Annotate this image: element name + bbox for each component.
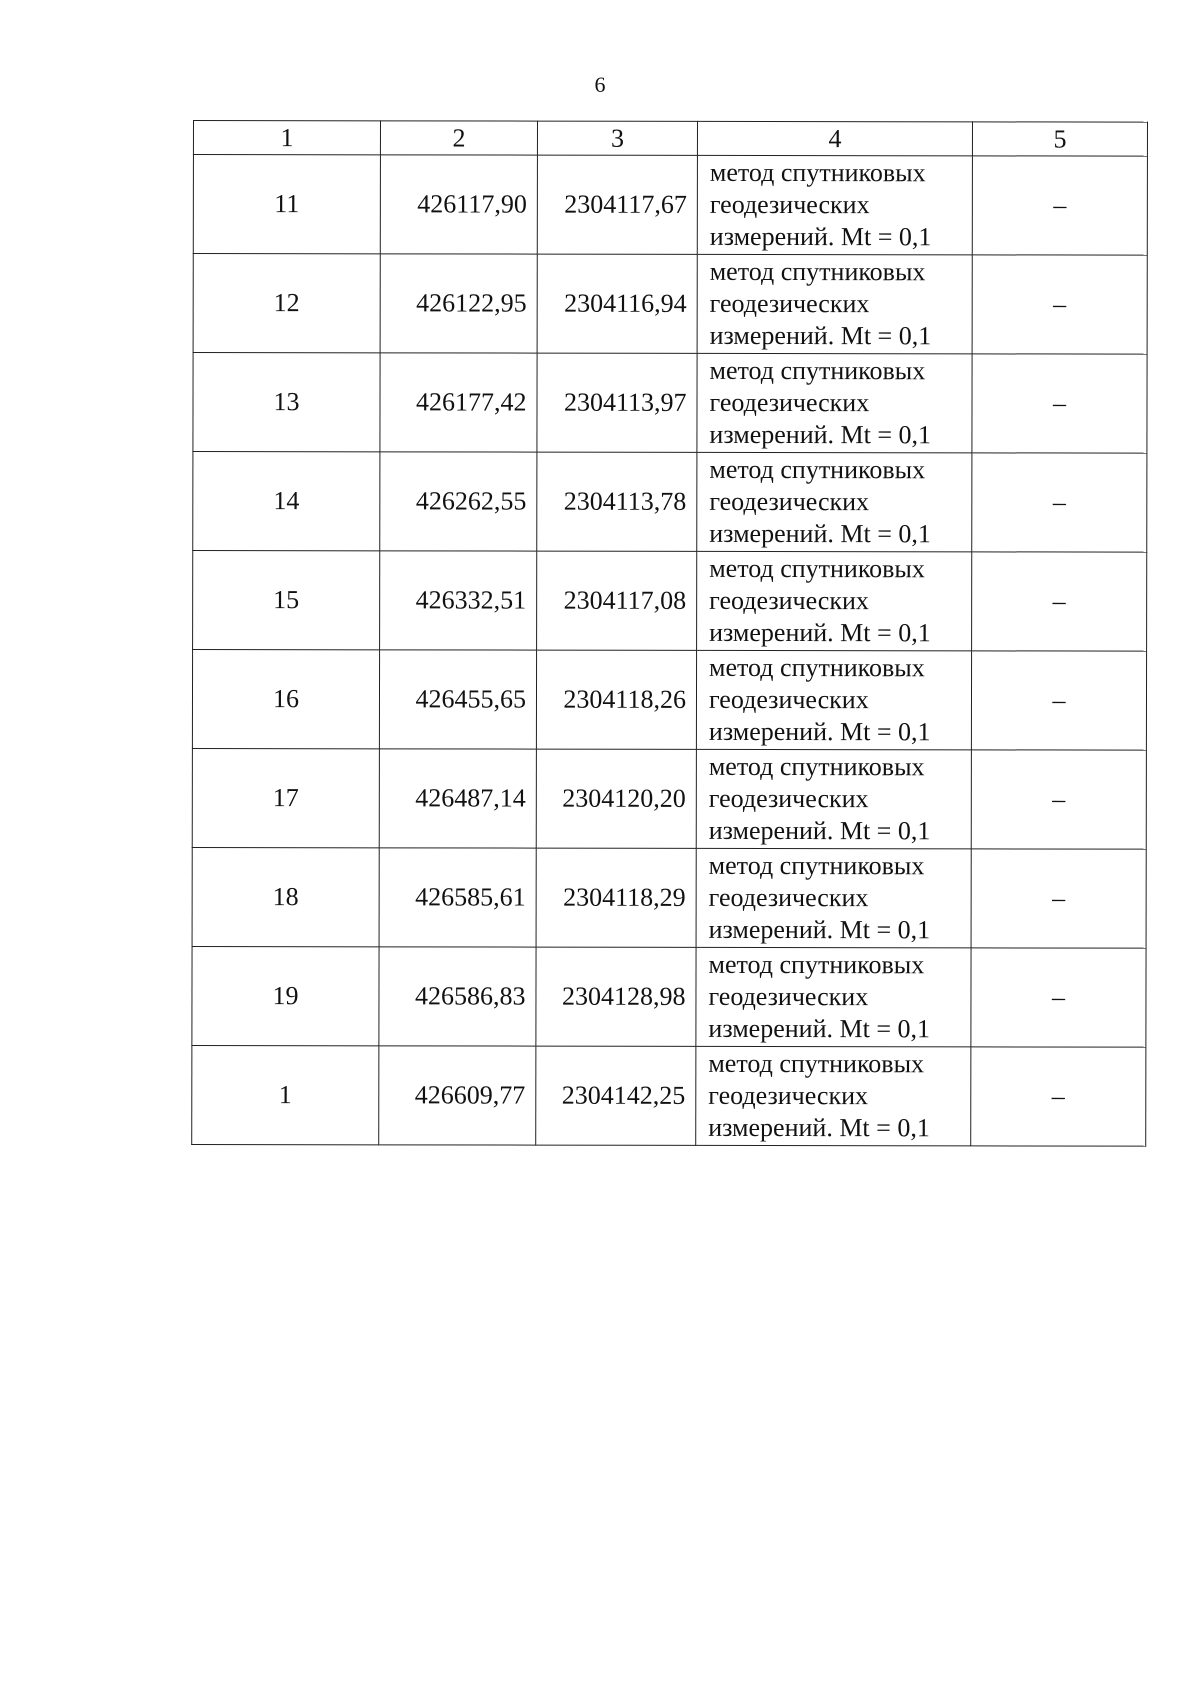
table-row xyxy=(193,254,1147,355)
point-number: 16 xyxy=(192,650,379,749)
point-number: 19 xyxy=(192,946,379,1045)
method-line: измерений. Mt = 0,1 xyxy=(709,419,932,450)
coordinate-x: 426332,51 xyxy=(380,551,537,650)
coordinate-x: 426117,90 xyxy=(380,155,537,254)
coordinate-y: 2304142,25 xyxy=(536,1046,696,1145)
method-line: измерений. Mt = 0,1 xyxy=(708,914,931,945)
note: – xyxy=(971,651,1146,750)
table-row xyxy=(193,551,1147,652)
coordinate-y: 2304117,67 xyxy=(537,155,697,254)
coordinate-y: 2304120,20 xyxy=(536,749,696,848)
point-number: 18 xyxy=(192,847,379,946)
point-number: 13 xyxy=(193,353,380,452)
note: – xyxy=(971,849,1146,948)
method-line: измерений. Mt = 0,1 xyxy=(708,716,931,747)
method-line: метод спутниковых xyxy=(709,454,926,485)
note: – xyxy=(971,1047,1146,1146)
method-line: метод спутниковых xyxy=(709,355,926,386)
method-description xyxy=(696,1046,971,1145)
note: – xyxy=(971,948,1146,1047)
note: – xyxy=(972,156,1147,255)
note: – xyxy=(972,552,1147,651)
method-line: геодезических xyxy=(708,684,869,715)
header-cell-4: 4 xyxy=(697,121,972,155)
point-number: 17 xyxy=(192,748,379,847)
coordinate-y: 2304117,08 xyxy=(537,551,697,650)
method-line: геодезических xyxy=(709,585,869,616)
method-description xyxy=(696,848,971,947)
method-description xyxy=(697,551,972,650)
method-description xyxy=(696,650,971,749)
coordinate-y: 2304116,94 xyxy=(537,254,697,353)
header-cell-5: 5 xyxy=(972,122,1147,156)
point-number: 11 xyxy=(193,155,380,254)
header-cell-3: 3 xyxy=(537,121,697,155)
method-description xyxy=(697,452,972,551)
coordinate-x: 426586,83 xyxy=(379,947,536,1046)
method-line: измерений. Mt = 0,1 xyxy=(709,320,932,351)
method-line: измерений. Mt = 0,1 xyxy=(708,1013,931,1044)
point-number: 15 xyxy=(193,551,380,650)
coordinate-x: 426262,55 xyxy=(380,452,537,551)
coordinate-y: 2304128,98 xyxy=(536,947,696,1046)
table-row xyxy=(192,847,1146,948)
method-description xyxy=(696,749,971,848)
method-description xyxy=(697,155,972,254)
method-line: геодезических xyxy=(708,882,869,913)
method-line: метод спутниковых xyxy=(709,553,925,584)
method-line: измерений. Mt = 0,1 xyxy=(708,815,931,846)
table-row xyxy=(193,155,1147,256)
point-number: 1 xyxy=(192,1045,379,1144)
method-line: геодезических xyxy=(709,387,870,418)
note: – xyxy=(972,453,1147,552)
method-line: измерений. Mt = 0,1 xyxy=(709,221,932,252)
method-description xyxy=(697,353,972,452)
note: – xyxy=(972,255,1147,354)
coordinate-x: 426455,65 xyxy=(379,650,536,749)
page-number: 6 xyxy=(594,72,606,97)
table-row xyxy=(192,1045,1146,1146)
method-line: метод спутниковых xyxy=(708,850,925,881)
note: – xyxy=(971,750,1146,849)
method-line: геодезических xyxy=(708,783,869,814)
table-row xyxy=(192,748,1146,849)
table-row xyxy=(192,650,1146,751)
method-line: геодезических xyxy=(709,486,870,517)
method-line: геодезических xyxy=(708,1080,869,1111)
coordinate-y: 2304118,26 xyxy=(536,650,696,749)
method-line: геодезических xyxy=(709,189,870,220)
coordinate-y: 2304113,97 xyxy=(537,353,697,452)
method-description xyxy=(697,254,972,353)
method-line: измерений. Mt = 0,1 xyxy=(708,1112,930,1143)
point-number: 12 xyxy=(193,254,380,353)
table-row xyxy=(192,946,1146,1047)
method-line: метод спутниковых xyxy=(709,652,925,683)
method-line: метод спутниковых xyxy=(708,949,925,980)
coordinate-x: 426609,77 xyxy=(379,1046,536,1145)
method-line: метод спутниковых xyxy=(708,1048,925,1079)
table-header xyxy=(193,121,1147,157)
header-cell-1: 1 xyxy=(193,121,380,155)
table-header-row xyxy=(193,121,1147,157)
coordinates-table xyxy=(191,120,1148,1147)
method-line: измерений. Mt = 0,1 xyxy=(709,617,931,648)
coordinate-x: 426487,14 xyxy=(379,749,536,848)
table-row xyxy=(193,353,1147,454)
coordinate-y: 2304118,29 xyxy=(536,848,696,947)
table-body xyxy=(192,155,1148,1147)
coordinate-x: 426122,95 xyxy=(380,254,537,353)
coordinate-y: 2304113,78 xyxy=(537,452,697,551)
header-cell-2: 2 xyxy=(380,121,537,155)
method-line: метод спутниковых xyxy=(709,157,926,188)
method-line: метод спутниковых xyxy=(708,751,925,782)
note: – xyxy=(972,354,1147,453)
table-row xyxy=(193,452,1147,553)
coordinate-x: 426585,61 xyxy=(379,848,536,947)
method-description xyxy=(696,947,971,1046)
method-line: геодезических xyxy=(708,981,869,1012)
coordinate-x: 426177,42 xyxy=(380,353,537,452)
method-line: геодезических xyxy=(709,288,870,319)
method-line: метод спутниковых xyxy=(709,256,926,287)
point-number: 14 xyxy=(193,452,380,551)
method-line: измерений. Mt = 0,1 xyxy=(709,518,931,549)
